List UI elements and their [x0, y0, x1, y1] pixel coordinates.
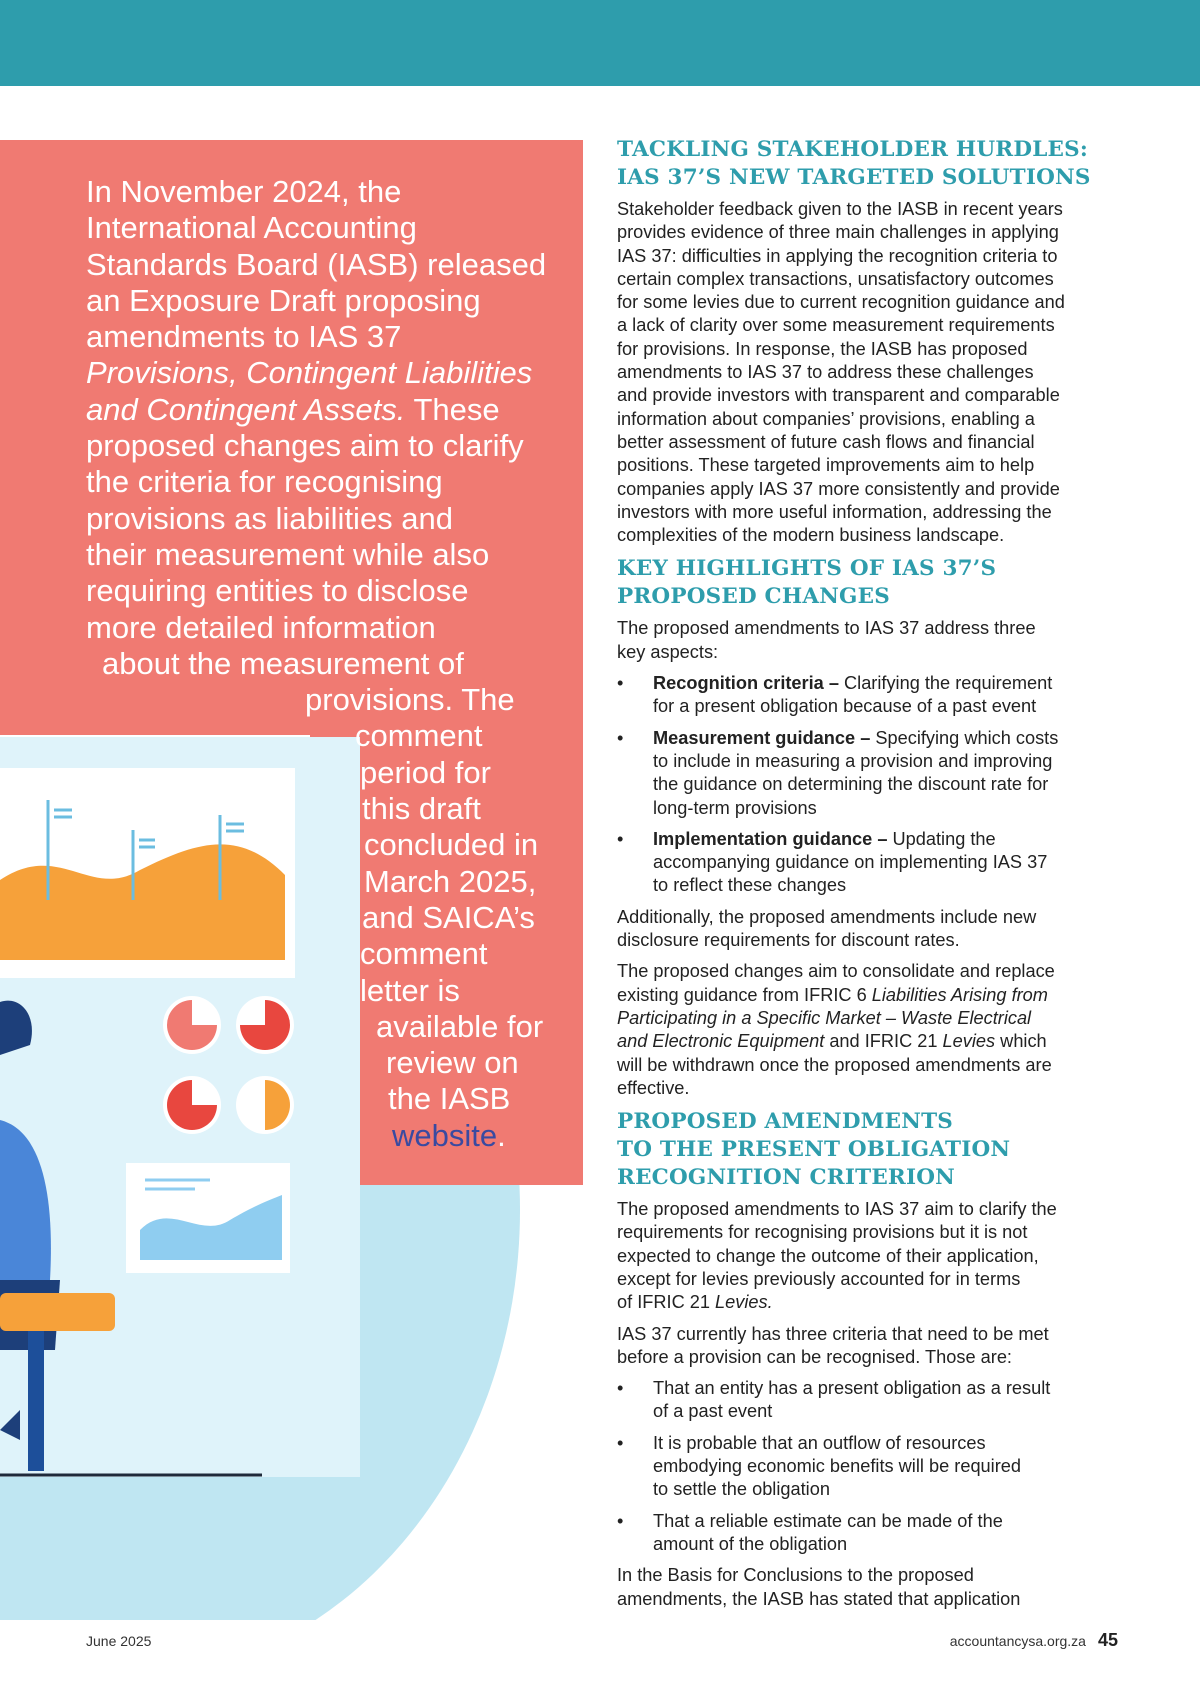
italic-title: Liabilities Arising from	[871, 984, 1048, 1005]
pull-line: their measurement while also	[86, 536, 490, 572]
stool-seat	[0, 1293, 115, 1331]
paragraph	[617, 906, 1117, 953]
bullet-icon: •	[617, 727, 624, 748]
heading-line: KEY HIGHLIGHTS OF IAS 37’S	[617, 556, 997, 582]
heading-line: TACKLING STAKEHOLDER HURDLES:	[617, 137, 1088, 162]
text-line: and provide investors with transparent and comparable	[617, 385, 1060, 406]
pull-line: and SAICA’s	[362, 899, 535, 935]
text-line: IAS 37 currently has three criteria that need to be met	[617, 1323, 1049, 1344]
text-line: long-term provisions	[653, 797, 817, 818]
text-line	[653, 672, 1117, 695]
text-span: and IFRIC 21	[824, 1031, 943, 1052]
bold-term: Implementation guidance –	[653, 828, 888, 849]
bold-term: Measurement guidance –	[653, 727, 871, 748]
page-number: 45	[1097, 1630, 1118, 1650]
pull-line: period for	[360, 754, 491, 790]
text-line: companies apply IAS 37 more consistently and provide	[617, 478, 1060, 499]
text-line: amendments to IAS 37 to address these challenges	[617, 362, 1034, 383]
pull-line: comment	[355, 718, 483, 754]
pull-line: In November 2024, the	[86, 174, 402, 209]
heading-line: PROPOSED CHANGES	[617, 584, 890, 610]
text-line: complexities of the modern business landscape.	[617, 525, 1005, 546]
text-line: of a past event	[653, 1401, 773, 1422]
italic-title: Participating in a Specific Market – Waste Electrical	[617, 1007, 1032, 1028]
list-item	[617, 727, 1117, 820]
text-line: That an entity has a present obligation as a result	[653, 1378, 1051, 1399]
text-line	[653, 727, 1117, 750]
website-link[interactable]: website	[392, 1117, 498, 1153]
pull-line-italic	[86, 355, 586, 391]
text-line: effective.	[617, 1077, 690, 1098]
text-line: information about companies’ provisions, enabling a	[617, 408, 1035, 429]
pull-line-italic	[86, 392, 586, 428]
italic-title: and Electronic Equipment	[617, 1031, 825, 1052]
text-line: Additionally, the proposed amendments include new	[617, 906, 1037, 927]
text-span: Specifying which costs	[870, 727, 1059, 748]
text-line: It is probable that an outflow of resources	[653, 1432, 986, 1453]
text-line: for some levies due to current recognition guidance and	[617, 292, 1065, 313]
bold-term: Recognition criteria –	[653, 673, 839, 694]
pull-line: March 2025,	[364, 863, 537, 899]
pull-line-link	[86, 1118, 586, 1154]
pull-quote	[86, 174, 586, 1154]
text-line: except for levies previously accounted for in terms	[617, 1268, 1021, 1289]
text-line: the guidance on determining the discount rate for	[653, 774, 1049, 795]
text-line: positions. These targeted improvements aim to help	[617, 455, 1035, 476]
stool-leg	[28, 1331, 44, 1471]
text-line: to include in measuring a provision and improving	[653, 750, 1053, 771]
text-line	[617, 1007, 1117, 1030]
pull-line: International Accounting	[86, 210, 417, 246]
paragraph	[617, 198, 1117, 547]
pull-line: the IASB	[388, 1081, 511, 1117]
text-span: Updating the	[887, 828, 996, 849]
text-line: before a provision can be recognised. Those are:	[617, 1346, 1012, 1367]
text-line	[617, 1291, 1117, 1314]
pull-line: requiring entities to disclose	[86, 573, 469, 609]
text-line: amount of the obligation	[653, 1533, 848, 1554]
text-span: existing guidance from IFRIC 6	[617, 984, 872, 1005]
text-line	[617, 984, 1117, 1007]
pull-line: provisions as liabilities and	[86, 500, 454, 536]
paragraph	[617, 960, 1117, 1100]
text-line: disclosure requirements for discount rates.	[617, 930, 960, 951]
heading-line: RECOGNITION CRITERION	[617, 1165, 956, 1191]
pull-text: These	[405, 391, 500, 427]
pull-line: amendments to IAS 37	[86, 319, 402, 355]
section-heading	[617, 555, 1117, 611]
pull-line: this draft	[362, 791, 481, 827]
pull-line: review on	[386, 1045, 519, 1081]
text-line: The proposed amendments to IAS 37 aim to clarify the	[617, 1199, 1057, 1220]
text-line: That a reliable estimate can be made of the	[653, 1510, 1003, 1531]
text-line: requirements for recognising provisions but it is not	[617, 1222, 1028, 1243]
pull-line: comment	[360, 936, 488, 972]
list-item	[617, 828, 1117, 898]
text-line: accompanying guidance on implementing IAS 37	[653, 852, 1048, 873]
standard-title: and Contingent Assets.	[86, 391, 406, 427]
text-line: a lack of clarity over some measurement requirements	[617, 315, 1055, 336]
pull-line: about the measurement of	[102, 645, 464, 681]
text-line: for provisions. In response, the IASB has proposed	[617, 338, 1028, 359]
text-line: amendments, the IASB has stated that application	[617, 1588, 1021, 1609]
bullet-icon: •	[617, 828, 624, 849]
text-line: for a present obligation because of a past event	[653, 696, 1037, 717]
text-span: of IFRIC 21	[617, 1292, 716, 1313]
header-banner	[0, 0, 1200, 86]
list-item	[617, 1510, 1117, 1557]
pull-line: concluded in	[364, 827, 539, 863]
section-heading	[617, 1108, 1117, 1192]
text-span: Clarifying the requirement	[838, 673, 1053, 694]
pull-line: an Exposure Draft proposing	[86, 282, 481, 318]
list-item	[617, 1377, 1117, 1424]
footer-right	[950, 1630, 1118, 1651]
pull-line: more detailed information	[86, 609, 436, 645]
article-column	[617, 136, 1117, 1619]
pull-line: provisions. The	[305, 682, 515, 718]
bullet-icon: •	[617, 673, 624, 694]
text-span: which	[995, 1031, 1047, 1052]
text-line: expected to change the outcome of their application,	[617, 1245, 1039, 1266]
section-heading	[617, 136, 1117, 192]
text-line: In the Basis for Conclusions to the proposed	[617, 1565, 974, 1586]
pull-line: available for	[376, 1008, 544, 1044]
text-line: investors with more useful information, addressing the	[617, 501, 1052, 522]
list-item	[617, 1432, 1117, 1502]
text-line: embodying economic benefits will be required	[653, 1456, 1021, 1477]
pull-line: the criteria for recognising	[86, 464, 443, 500]
pull-line: letter is	[360, 972, 460, 1008]
text-line: key aspects:	[617, 641, 719, 662]
pull-line: Standards Board (IASB) released	[86, 246, 547, 282]
text-line	[653, 828, 1117, 851]
italic-title: Levies	[942, 1031, 996, 1052]
text-line: will be withdrawn once the proposed amendments are	[617, 1054, 1052, 1075]
text-line: Stakeholder feedback given to the IASB in recent years	[617, 199, 1063, 219]
paragraph	[617, 1564, 1117, 1611]
heading-line: TO THE PRESENT OBLIGATION	[617, 1137, 1011, 1163]
bullet-list	[617, 1377, 1117, 1556]
standard-title: Provisions, Contingent Liabilities	[86, 355, 533, 391]
pull-line: proposed changes aim to clarify	[86, 428, 524, 464]
text-line: The proposed amendments to IAS 37 address three	[617, 618, 1036, 639]
footer-site[interactable]: accountancysa.org.za	[949, 1633, 1086, 1649]
bullet-list	[617, 672, 1117, 898]
paragraph	[617, 1323, 1117, 1370]
paragraph	[617, 617, 1117, 664]
text-line: to settle the obligation	[653, 1479, 830, 1500]
text-line	[617, 1030, 1117, 1053]
italic-title: Levies.	[715, 1292, 773, 1313]
text-line: certain complex transactions, unsatisfactory outcomes	[617, 268, 1054, 289]
heading-line: IAS 37’S NEW TARGETED SOLUTIONS	[617, 165, 1091, 190]
text-line: provides evidence of three main challenges in applying	[617, 222, 1059, 243]
bullet-icon: •	[617, 1432, 624, 1453]
text-line: IAS 37: difficulties in applying the recognition criteria to	[617, 245, 1058, 266]
pull-text: .	[497, 1117, 506, 1153]
bullet-icon: •	[617, 1510, 624, 1531]
text-line: to reflect these changes	[653, 875, 847, 896]
bullet-icon: •	[617, 1378, 624, 1399]
heading-line: PROPOSED AMENDMENTS	[617, 1109, 954, 1135]
text-line: better assessment of future cash flows and financial	[617, 431, 1035, 452]
list-item	[617, 672, 1117, 719]
footer-date: June 2025	[86, 1633, 152, 1649]
text-line: The proposed changes aim to consolidate and replace	[617, 961, 1055, 982]
paragraph	[617, 1198, 1117, 1314]
